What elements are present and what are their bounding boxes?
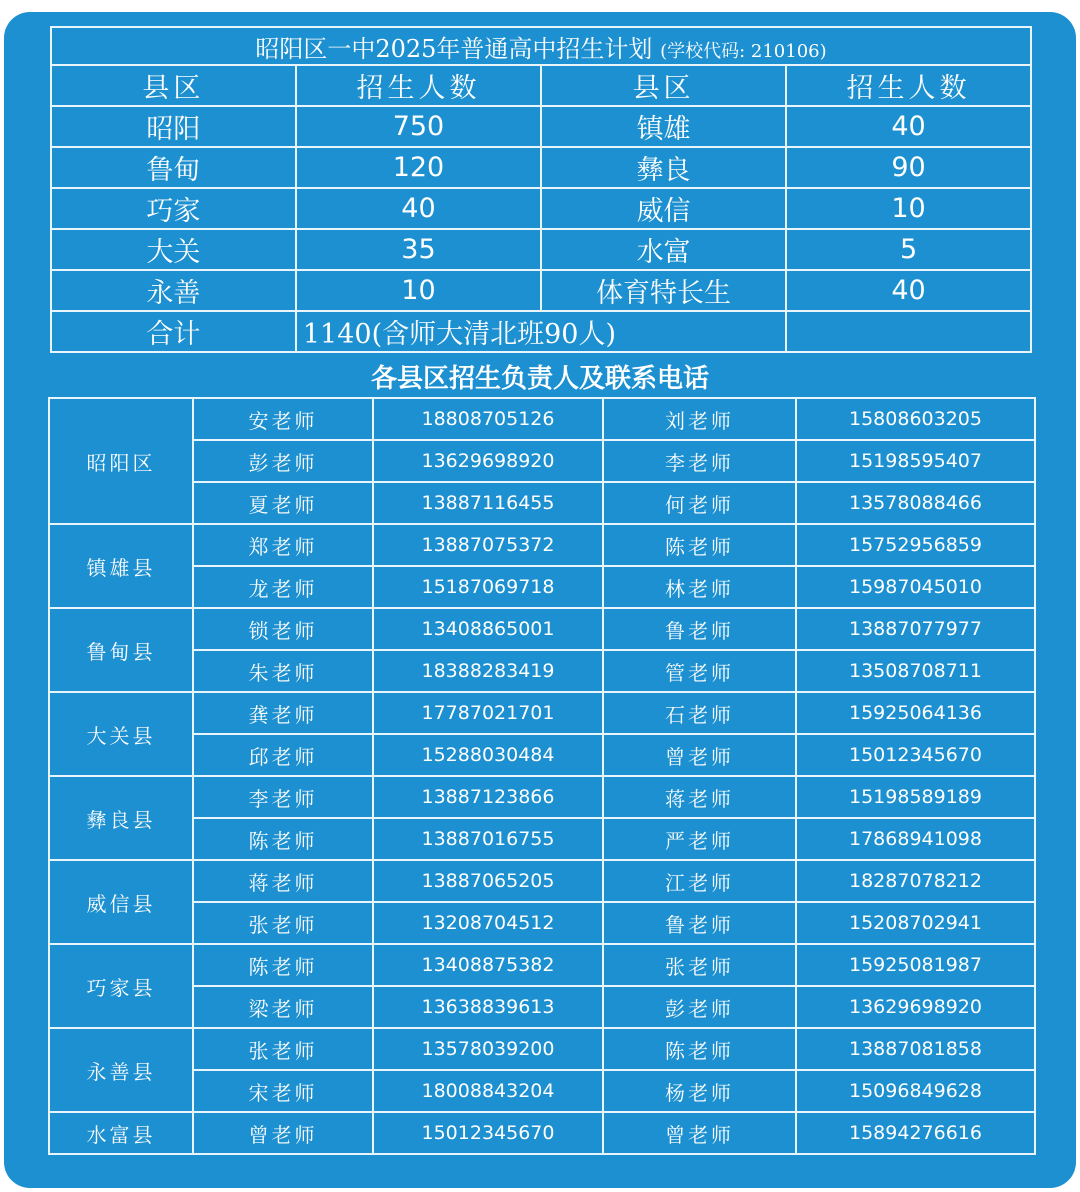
phone-number: 13638839613 xyxy=(373,986,603,1028)
header-enrollment: 招生人数 xyxy=(296,65,541,106)
plan-row xyxy=(51,106,1031,147)
teacher-name: 夏老师 xyxy=(193,482,373,524)
teacher-name: 鲁老师 xyxy=(603,608,796,650)
phone-number: 13629698920 xyxy=(796,986,1035,1028)
phone-number: 13408865001 xyxy=(373,608,603,650)
enrollment-plan-table xyxy=(50,26,1032,353)
phone-number: 15752956859 xyxy=(796,524,1035,566)
phone-number: 18008843204 xyxy=(373,1070,603,1112)
teacher-name: 宋老师 xyxy=(193,1070,373,1112)
county-name: 大关 xyxy=(51,229,296,270)
phone-number: 13887123866 xyxy=(373,776,603,818)
phone-number: 17787021701 xyxy=(373,692,603,734)
phone-number: 15012345670 xyxy=(796,734,1035,776)
county-name: 永善 xyxy=(51,270,296,311)
phone-number: 13887081858 xyxy=(796,1028,1035,1070)
teacher-name: 张老师 xyxy=(193,1028,373,1070)
enrollment-count: 35 xyxy=(296,229,541,270)
contact-row xyxy=(49,482,1035,524)
empty-cell xyxy=(786,311,1031,352)
teacher-name: 张老师 xyxy=(603,944,796,986)
contact-row xyxy=(49,650,1035,692)
enrollment-count: 10 xyxy=(786,188,1031,229)
phone-number: 18287078212 xyxy=(796,860,1035,902)
teacher-name: 张老师 xyxy=(193,902,373,944)
contact-row xyxy=(49,608,1035,650)
total-label: 合计 xyxy=(51,311,296,352)
county-name: 体育特长生 xyxy=(541,270,786,311)
contact-row xyxy=(49,776,1035,818)
teacher-name: 彭老师 xyxy=(603,986,796,1028)
teacher-name: 李老师 xyxy=(193,776,373,818)
teacher-name: 陈老师 xyxy=(193,818,373,860)
contact-row xyxy=(49,398,1035,440)
plan-row xyxy=(51,229,1031,270)
teacher-name: 郑老师 xyxy=(193,524,373,566)
enrollment-count: 40 xyxy=(786,106,1031,147)
county-name: 水富县 xyxy=(49,1112,193,1154)
phone-number: 13887075372 xyxy=(373,524,603,566)
phone-number: 18388283419 xyxy=(373,650,603,692)
phone-number: 15925064136 xyxy=(796,692,1035,734)
teacher-name: 曾老师 xyxy=(193,1112,373,1154)
phone-number: 15894276616 xyxy=(796,1112,1035,1154)
teacher-name: 龙老师 xyxy=(193,566,373,608)
phone-number: 13887065205 xyxy=(373,860,603,902)
county-name: 巧家 xyxy=(51,188,296,229)
contact-row xyxy=(49,692,1035,734)
county-name: 鲁甸 xyxy=(51,147,296,188)
phone-number: 15925081987 xyxy=(796,944,1035,986)
contact-row xyxy=(49,1028,1035,1070)
teacher-name: 邱老师 xyxy=(193,734,373,776)
teacher-name: 严老师 xyxy=(603,818,796,860)
contacts-title: 各县区招生负责人及联系电话 xyxy=(370,364,709,394)
phone-number: 15288030484 xyxy=(373,734,603,776)
phone-number: 15208702941 xyxy=(796,902,1035,944)
teacher-name: 陈老师 xyxy=(193,944,373,986)
contacts-table xyxy=(48,397,1036,1155)
teacher-name: 曾老师 xyxy=(603,1112,796,1154)
phone-number: 13208704512 xyxy=(373,902,603,944)
phone-number: 13629698920 xyxy=(373,440,603,482)
county-name: 昭阳 xyxy=(51,106,296,147)
plan-total-row xyxy=(51,311,1031,352)
plan-row xyxy=(51,147,1031,188)
teacher-name: 梁老师 xyxy=(193,986,373,1028)
teacher-name: 陈老师 xyxy=(603,1028,796,1070)
county-name: 彝良 xyxy=(541,147,786,188)
phone-number: 13578039200 xyxy=(373,1028,603,1070)
phone-number: 15987045010 xyxy=(796,566,1035,608)
phone-number: 15187069718 xyxy=(373,566,603,608)
county-name: 永善县 xyxy=(49,1028,193,1112)
enrollment-count: 40 xyxy=(296,188,541,229)
contact-row xyxy=(49,944,1035,986)
teacher-name: 锁老师 xyxy=(193,608,373,650)
contact-row xyxy=(49,734,1035,776)
phone-number: 17868941098 xyxy=(796,818,1035,860)
county-name: 镇雄 xyxy=(541,106,786,147)
county-name: 鲁甸县 xyxy=(49,608,193,692)
enrollment-count: 5 xyxy=(786,229,1031,270)
total-value: 1140(含师大清北班90人) xyxy=(296,311,786,352)
contact-row xyxy=(49,440,1035,482)
phone-number: 13578088466 xyxy=(796,482,1035,524)
contacts-body xyxy=(49,398,1035,1154)
teacher-name: 蒋老师 xyxy=(603,776,796,818)
phone-number: 13887077977 xyxy=(796,608,1035,650)
phone-number: 15198595407 xyxy=(796,440,1035,482)
phone-number: 13508708711 xyxy=(796,650,1035,692)
county-name: 彝良县 xyxy=(49,776,193,860)
teacher-name: 江老师 xyxy=(603,860,796,902)
plan-title-cell xyxy=(51,27,1031,65)
contact-row xyxy=(49,1070,1035,1112)
phone-number: 18808705126 xyxy=(373,398,603,440)
teacher-name: 曾老师 xyxy=(603,734,796,776)
contact-row xyxy=(49,902,1035,944)
teacher-name: 石老师 xyxy=(603,692,796,734)
teacher-name: 杨老师 xyxy=(603,1070,796,1112)
phone-number: 13887116455 xyxy=(373,482,603,524)
county-name: 昭阳区 xyxy=(49,398,193,524)
plan-title: 昭阳区一中2025年普通高中招生计划 xyxy=(255,34,653,63)
contact-row xyxy=(49,818,1035,860)
county-name: 威信县 xyxy=(49,860,193,944)
contact-row xyxy=(49,860,1035,902)
teacher-name: 刘老师 xyxy=(603,398,796,440)
teacher-name: 蒋老师 xyxy=(193,860,373,902)
enrollment-count: 90 xyxy=(786,147,1031,188)
plan-row xyxy=(51,270,1031,311)
teacher-name: 陈老师 xyxy=(603,524,796,566)
contact-row xyxy=(49,566,1035,608)
county-name: 威信 xyxy=(541,188,786,229)
contact-row xyxy=(49,986,1035,1028)
header-county: 县区 xyxy=(51,65,296,106)
teacher-name: 何老师 xyxy=(603,482,796,524)
teacher-name: 安老师 xyxy=(193,398,373,440)
phone-number: 15012345670 xyxy=(373,1112,603,1154)
phone-number: 15808603205 xyxy=(796,398,1035,440)
enrollment-count: 120 xyxy=(296,147,541,188)
enrollment-count: 10 xyxy=(296,270,541,311)
county-name: 巧家县 xyxy=(49,944,193,1028)
school-code-note: (学校代码: 210106) xyxy=(660,40,827,62)
enrollment-count: 750 xyxy=(296,106,541,147)
teacher-name: 龚老师 xyxy=(193,692,373,734)
teacher-name: 朱老师 xyxy=(193,650,373,692)
teacher-name: 李老师 xyxy=(603,440,796,482)
phone-number: 15096849628 xyxy=(796,1070,1035,1112)
teacher-name: 彭老师 xyxy=(193,440,373,482)
phone-number: 13408875382 xyxy=(373,944,603,986)
teacher-name: 鲁老师 xyxy=(603,902,796,944)
header-enrollment: 招生人数 xyxy=(786,65,1031,106)
county-name: 大关县 xyxy=(49,692,193,776)
contact-row xyxy=(49,1112,1035,1154)
contact-row xyxy=(49,524,1035,566)
phone-number: 15198589189 xyxy=(796,776,1035,818)
county-name: 水富 xyxy=(541,229,786,270)
county-name: 镇雄县 xyxy=(49,524,193,608)
header-county: 县区 xyxy=(541,65,786,106)
enrollment-count: 40 xyxy=(786,270,1031,311)
teacher-name: 林老师 xyxy=(603,566,796,608)
teacher-name: 管老师 xyxy=(603,650,796,692)
phone-number: 13887016755 xyxy=(373,818,603,860)
plan-row xyxy=(51,188,1031,229)
